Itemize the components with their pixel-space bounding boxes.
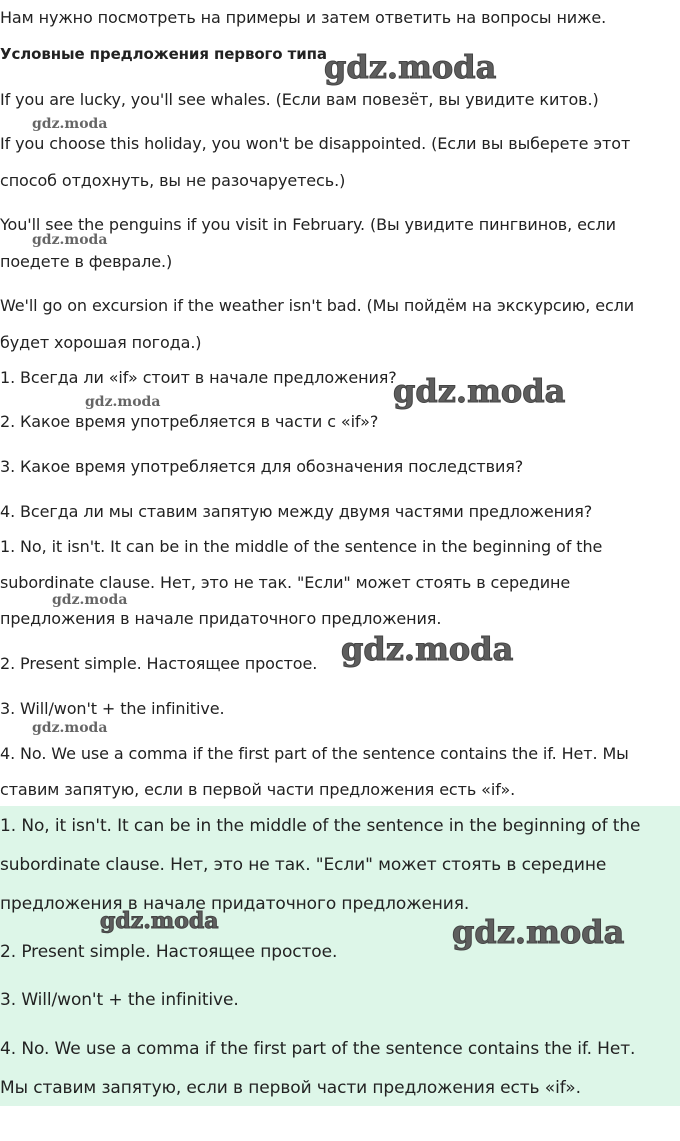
example-line: You'll see the penguins if you visit in February. (Вы увидите пингвинов, если <box>0 215 616 234</box>
question-line: 2. Какое время употребляется в части с «if»? <box>0 412 379 431</box>
highlighted-answer-line: 1. No, it isn't. It can be in the middle of the sentence in the beginning of the <box>0 816 641 836</box>
highlighted-answer-line: 2. Present simple. Настоящее простое. <box>0 942 338 962</box>
answer-line: ставим запятую, если в первой части предложения есть «if». <box>0 780 516 799</box>
watermark-logo: gdz.moda <box>341 630 514 668</box>
example-line: If you choose this holiday, you won't be disappointed. (Если вы выберете этот <box>0 134 631 153</box>
watermark-logo: gdz.moda <box>32 720 108 736</box>
answer-line: 4. No. We use a comma if the first part of the sentence contains the if. Нет. Мы <box>0 744 629 763</box>
example-line: поедете в феврале.) <box>0 252 173 271</box>
example-line: We'll go on excursion if the weather isn't bad. (Мы пойдём на экскурсию, если <box>0 296 635 315</box>
watermark-logo: gdz.moda <box>52 592 128 608</box>
example-line: будет хорошая погода.) <box>0 333 202 352</box>
answer-line: subordinate clause. Нет, это не так. "Если" может стоять в середине <box>0 573 571 592</box>
question-line: 3. Какое время употребляется для обозначения последствия? <box>0 457 524 476</box>
watermark-logo: gdz.moda <box>100 908 219 934</box>
example-line: If you are lucky, you'll see whales. (Если вам повезёт, вы увидите китов.) <box>0 90 599 109</box>
watermark-logo: gdz.moda <box>452 913 625 951</box>
question-line: 4. Всегда ли мы ставим запятую между двумя частями предложения? <box>0 502 593 521</box>
highlighted-answer-line: предложения в начале придаточного предложения. <box>0 894 470 914</box>
answer-line: 2. Present simple. Настоящее простое. <box>0 654 318 673</box>
example-line: способ отдохнуть, вы не разочаруетесь.) <box>0 171 346 190</box>
watermark-logo: gdz.moda <box>85 394 161 410</box>
highlighted-answer-line: 4. No. We use a comma if the first part of the sentence contains the if. Нет. <box>0 1039 636 1059</box>
highlighted-answer-line: 3. Will/won't + the infinitive. <box>0 990 239 1010</box>
answer-line: 3. Will/won't + the infinitive. <box>0 699 225 718</box>
intro-text: Нам нужно посмотреть на примеры и затем ответить на вопросы ниже. <box>0 8 607 27</box>
highlighted-answer-line: subordinate clause. Нет, это не так. "Если" может стоять в середине <box>0 855 607 875</box>
section-heading: Условные предложения первого типа <box>0 45 327 63</box>
answer-line: 1. No, it isn't. It can be in the middle of the sentence in the beginning of the <box>0 537 603 556</box>
watermark-logo: gdz.moda <box>32 232 108 248</box>
watermark-logo: gdz.moda <box>393 372 566 410</box>
watermark-logo: gdz.moda <box>32 116 108 132</box>
question-line: 1. Всегда ли «if» стоит в начале предложения? <box>0 368 397 387</box>
answer-line: предложения в начале придаточного предложения. <box>0 609 442 628</box>
highlighted-answer-line: Мы ставим запятую, если в первой части предложения есть «if». <box>0 1078 581 1098</box>
watermark-logo: gdz.moda <box>324 48 497 86</box>
